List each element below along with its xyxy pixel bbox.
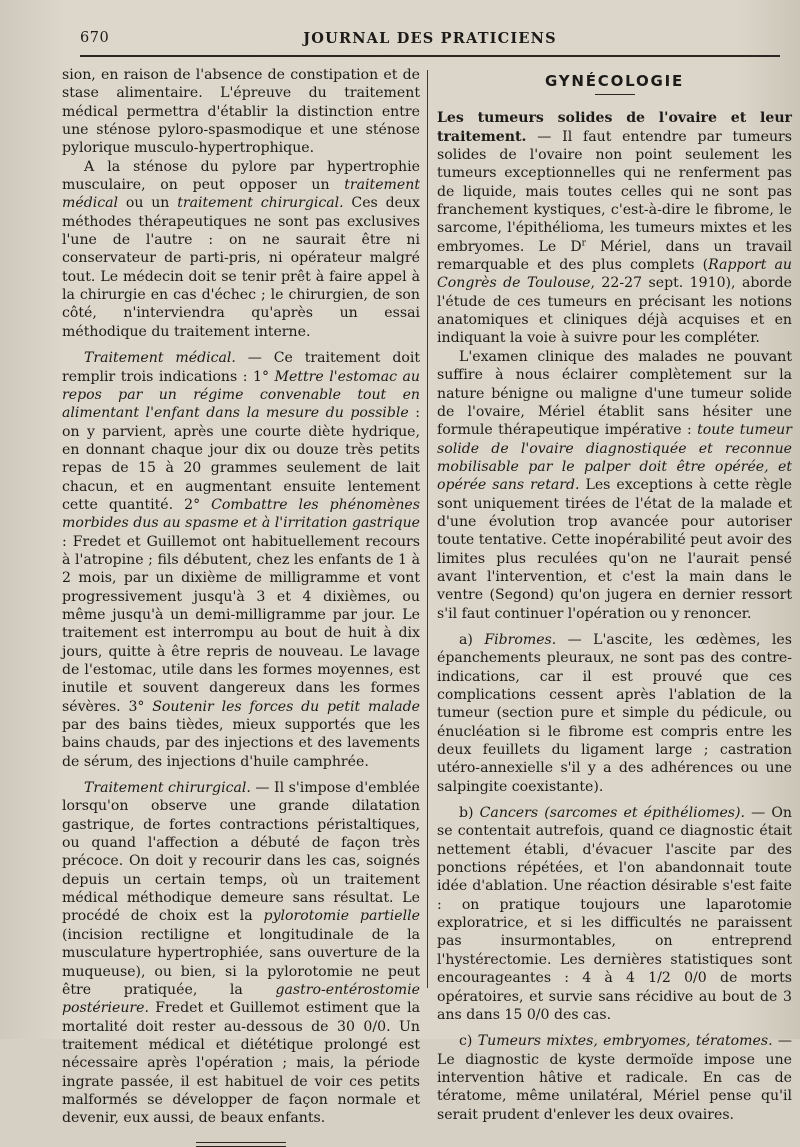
paragraph-treatment-options: A la sténose du pylore par hypertrophie musculaire, on peut opposer un traitement médical ou un traitement chirurgical. Ces deux méthodes thérapeutiques ne sont pas exclusives l'une de l'autre : on ne saurait être ni conservateur de parti-pris, ni opérateur malgré tout. Le médecin doit se tenir prêt à faire appel à la chirurgie en cas d'échec ; le chirurgien, de son côté, n'interviendra qu'après un essai méthodique du traitement interne. <box>62 158 420 340</box>
subheading-surgical-treatment: Traitement chirurgical. <box>84 780 251 797</box>
header-rule <box>80 55 780 57</box>
paragraph-surgical-treatment: Traitement chirurgical. — Il s'impose d'emblée lorsqu'on observe une grande dilatation gastrique, de fortes contractions péristaltiques, ou quand l'affection a débuté de façon très précoce. On doit y recourir dans les cas, soignés depuis un certain temps, où un traitement médical méthodique demeure sans résultat. Le procédé de choix est la pylorotomie partielle (incision rectiligne et longitudinale de la musculature hypertrophiée, sans ouverture de la muqueuse), ou bien, si la pylorotomie ne peut être pratiquée, la gastro-entérostomie postérieure. Fredet et Guillemot estiment que la mortalité doit rester au-dessous de 30 0/0. Un traitement médical et diététique prolongé est nécessaire après l'opération ; mais, la période ingrate passée, il est habituel de voir ces petits malformés se développer de façon normale et devenir, eux aussi, de beaux enfants. <box>62 780 420 1127</box>
paragraph-medical-treatment: Traitement médical. — Ce traitement doit remplir trois indications : 1° Mettre l'estomac au repos par un régime convenable tout en alimentant l'enfant dans la mesure du possible : on y parvient, après une courte diète hydrique, en donnant chaque jour dix ou douze très petits repas de 15 à 20 grammes seulement de lait chacun, et en augmentant ensuite lentement cette quantité. 2° Combattre les phénomènes morbides dus au spasme et à l'irritation gastrique : Fredet et Guillemot ont habituellement recours à l'atropine ; fils débutent, chez les enfants de 1 à 2 mois, par un dixième de milligramme et vont progressivement jusqu'à 3 et 4 dixièmes, ou même jusqu'à un demi-milligramme par jour. Le traitement est interrompu au bout de huit à dix jours, quitte à être repris de nouveau. Le lavage de l'estomac, utile dans les formes moyennes, est inutile et souvent dangereux dans les formes sévères. 3° Soutenir les forces du petit malade par des bains tièdes, mieux supportés que les bains chauds, par des injections et des lavements de sérum, des injections d'huile camphrée. <box>62 350 421 770</box>
right-column <box>437 66 792 1124</box>
section-rule <box>595 94 635 95</box>
subheading-cancers: Cancers (sarcomes et épithéliomes). <box>479 805 746 822</box>
page-number: 670 <box>80 30 110 46</box>
article-title: Les tumeurs solides de l'ovaire et leur traitement. <box>437 110 792 145</box>
paragraph-clinical-exam: L'examen clinique des malades ne pouvant suffire à nous éclairer complètement sur la nature bénigne ou maligne d'une tumeur solide de l'ovaire, Mériel établit sans hésiter une formule thérapeutique impérative : toute tumeur solide de l'ovaire diagnostiquée et reconnue mobilisable par le palper doit être opérée, et opérée sans retard. Les exceptions à cette règle sont uniquement tirées de l'état de la malade et d'une évolution trop avancée pour autoriser toute tentative. Cette inopérabilité peut avoir des limites plus reculées qu'on ne l'aurait pensé avant l'intervention, et c'est la main dans le ventre (Segond) qu'on jugera en dernier ressort s'il faut continuer l'opération ou y renoncer. <box>437 348 792 622</box>
subheading-mixed-tumors: Tumeurs mixtes, embryomes, tératomes. <box>477 1033 773 1050</box>
left-column <box>62 66 420 1147</box>
paragraph-mixed-tumors: c) Tumeurs mixtes, embryomes, tératomes. — Le diagnostic de kyste dermoïde impose une intervention hâtive et radicale. En cas de tératome, même unilatéral, Mériel pense qu'il serait prudent d'enlever les deux ovaires. <box>437 1033 792 1123</box>
section-title: GYNÉCOLOGIE <box>544 72 685 90</box>
paragraph-solid-tumors-intro: Les tumeurs solides de l'ovaire et leur traitement. — Il faut entendre par tumeurs solides de l'ovaire non point seulement les tumeurs exceptionnelles qui ne renferment pas de liquide, mais toutes celles qui ne sont pas franchement kystiques, c'est-à-dire le fibrome, le sarcome, l'épithélioma, les tumeurs mixtes et les embryomes. Le $D^r$ Mériel, dans un travail remarquable et des plus complets (Rapport au Congrès de Toulouse, 22-27 sept. 1910), aborde l'étude de ces tumeurs en précisant les notions anatomiques et cliniques déjà acquises et en indiquant la voie à suivre pour les compléter. <box>437 110 792 347</box>
paragraph-cancers: b) Cancers (sarcomes et épithéliomes). — On se contentait autrefois, quand ce diagnostic était nettement établi, d'évacuer l'ascite par des ponctions répétées, et l'on abandonnait toute idée d'ablation. Une réaction désirable s'est faite : on pratique toujours une laparotomie exploratrice, et si les difficultés ne paraissent pas insurmontables, on entreprend l'hystérectomie. Les dernières statistiques sont encourageantes : 4 à 4 1/2 0/0 de morts opératoires, et survie sans récidive au bout de 3 ans dans 15 0/0 des cas. <box>437 805 792 1023</box>
article-end-rule <box>196 1142 286 1147</box>
column-divider <box>427 70 428 988</box>
paragraph-stenosis-intro: sion, en raison de l'absence de constipation et de stase alimentaire. L'épreuve du traitement médical permettra d'établir la distinction entre une sténose pyloro-spasmodique et une sténose pylorique musculo-hypertrophique. <box>62 67 420 157</box>
paragraph-fibromes: a) Fibromes. — L'ascite, les œdèmes, les épanchements pleuraux, ne sont pas des contre-indications, car il est prouvé que ces complications cessent après l'ablation de la tumeur (section pure et simple du pédicule, ou énucléation si le fibrome est compris entre les deux feuillets du ligament large ; castration utéro-annexielle s'il y a des adhérences ou une salpingite coexistante). <box>437 631 792 795</box>
subheading-fibromes: Fibromes. <box>484 631 557 648</box>
page-header <box>80 30 780 52</box>
journal-title: JOURNAL DES PRATICIENS <box>303 30 557 47</box>
subheading-medical-treatment: Traitement médical. <box>84 350 236 367</box>
